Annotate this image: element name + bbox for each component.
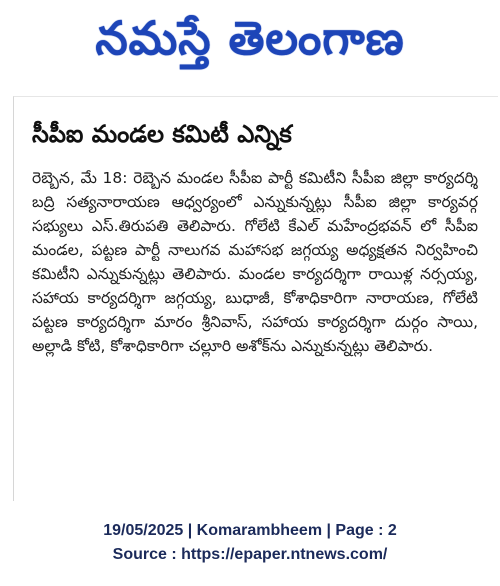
- article-body: రెబ్బెన, మే 18: రెబ్బెన మండల సీపీఐ పార్టీ కమిటీని సీపీఐ జిల్లా కార్యదర్శి బద్రి సత్యనారాయణ ఆధ్వర్యంలో ఎన్నుకున్నట్లు సీపీఐ జిల్లా కార్యవర్గ సభ్యులు ఎస్.తిరుపతి తెలిపారు. గోలేటి కేఎల్ మహేంద్రభవన్ లో సీపీఐ మండల, పట్టణ పార్టీ నాలుగవ మహాసభ జగ్గయ్య అధ్యక్షతన నిర్వహించి కమిటీని ఎన్నుకున్నట్లు తెలిపారు. మండల కార్యదర్శిగా రాయిళ్ల నర్సయ్య, సహాయ కార్యదర్శిగా జగ్గయ్య, బుధాజీ, కోశాధికారిగా నారాయణ, గోలేటి పట్టణ కార్యదర్శిగా మారం శ్రీనివాస్, సహాయ కార్యదర్శిగా దుర్గం సాయి, అల్లాడి కోటి, కోశాధికారిగా చల్లూరి అశోక్‌ను ఎన్నుకున్నట్లు తెలిపారు.: [32, 169, 478, 355]
- article-headline: సీపీఐ మండల కమిటీ ఎన్నిక: [32, 120, 292, 148]
- footer: [0, 520, 500, 566]
- newspaper-masthead: [0, 6, 500, 82]
- footer-source: Source : https://epaper.ntnews.com/: [112, 546, 388, 563]
- masthead-logo-text: నమస్తే తెలంగాణ: [95, 11, 405, 65]
- footer-date-edition-page: 19/05/2025 | Komarambheem | Page : 2: [103, 522, 397, 539]
